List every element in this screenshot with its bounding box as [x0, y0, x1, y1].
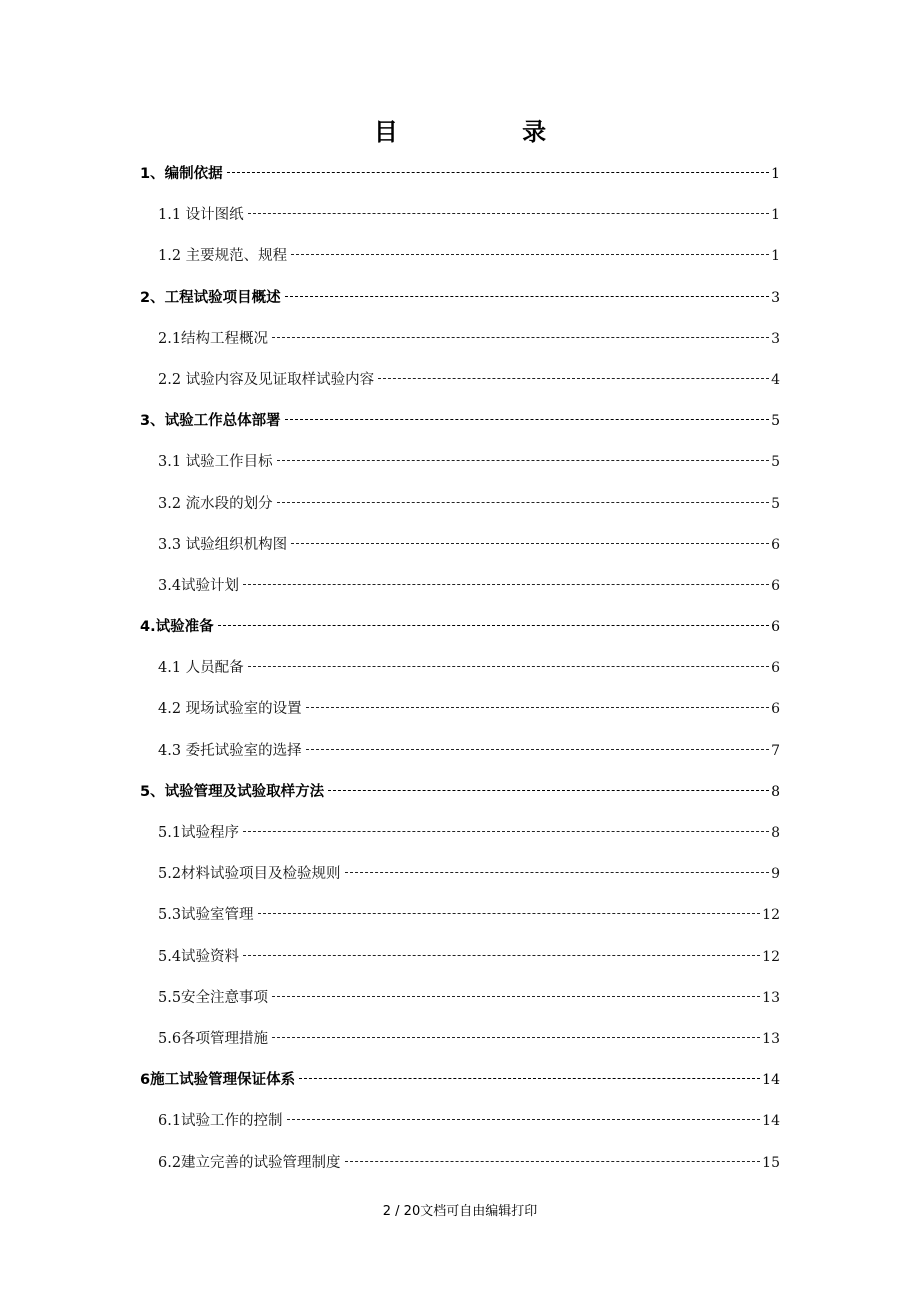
toc-entry-title: 4.试验准备 — [140, 619, 214, 636]
toc-entry-title: 6.1试验工作的控制 — [158, 1113, 283, 1130]
toc-leader-line — [243, 831, 769, 832]
toc-entry-title: 1.1 设计图纸 — [158, 207, 244, 224]
toc-leader-line — [291, 254, 769, 255]
toc-chapter-entry[interactable] — [140, 1060, 780, 1101]
toc-leader-line — [227, 172, 769, 173]
toc-page-number: 5 — [771, 413, 780, 430]
toc-leader-line — [285, 419, 769, 420]
toc-leader-line — [299, 1078, 760, 1079]
toc-page-number: 14 — [762, 1072, 780, 1089]
toc-section-entry[interactable] — [140, 1101, 780, 1142]
toc-page-number: 5 — [771, 454, 780, 471]
toc-section-entry[interactable] — [140, 689, 780, 730]
toc-page-number: 12 — [762, 907, 780, 924]
table-of-contents — [140, 154, 780, 1184]
toc-section-entry[interactable] — [140, 731, 780, 772]
toc-section-entry[interactable] — [140, 1143, 780, 1184]
toc-leader-line — [277, 460, 769, 461]
toc-page-number: 13 — [762, 989, 780, 1006]
toc-page-number: 13 — [762, 1030, 780, 1047]
toc-entry-title: 3.3 试验组织机构图 — [158, 536, 288, 553]
page-title: 目 录 — [373, 118, 605, 146]
toc-section-entry[interactable] — [140, 895, 780, 936]
toc-section-entry[interactable] — [140, 484, 780, 525]
toc-leader-line — [258, 913, 761, 914]
toc-page-number: 14 — [762, 1113, 780, 1130]
toc-section-entry[interactable] — [140, 360, 780, 401]
toc-leader-line — [218, 625, 769, 626]
toc-page-number: 7 — [771, 742, 780, 759]
toc-leader-line — [248, 666, 769, 667]
toc-page-number: 9 — [771, 866, 780, 883]
toc-entry-title: 4.2 现场试验室的设置 — [158, 701, 302, 718]
toc-section-entry[interactable] — [140, 854, 780, 895]
toc-page-number: 15 — [762, 1154, 780, 1171]
toc-entry-title: 5.2材料试验项目及检验规则 — [158, 866, 341, 883]
toc-entry-title: 1.2 主要规范、规程 — [158, 248, 288, 265]
page-footer: 2 / 20文档可自由编辑打印 — [382, 1204, 538, 1219]
toc-entry-title: 5.5安全注意事项 — [158, 989, 269, 1006]
toc-page-number: 1 — [771, 166, 780, 182]
toc-entry-title: 6.2建立完善的试验管理制度 — [158, 1154, 341, 1171]
toc-section-entry[interactable] — [140, 525, 780, 566]
toc-entry-title: 5、试验管理及试验取样方法 — [140, 783, 325, 800]
toc-leader-line — [272, 337, 769, 338]
toc-section-entry[interactable] — [140, 937, 780, 978]
toc-entry-title: 2.2 试验内容及见证取样试验内容 — [158, 371, 375, 388]
toc-section-entry[interactable] — [140, 978, 780, 1019]
toc-leader-line — [243, 584, 769, 585]
toc-leader-line — [248, 213, 769, 214]
toc-entry-title: 3.2 流水段的划分 — [158, 495, 273, 512]
toc-section-entry[interactable] — [140, 648, 780, 689]
toc-section-entry[interactable] — [140, 442, 780, 483]
toc-page-number: 12 — [762, 948, 780, 965]
toc-chapter-entry[interactable] — [140, 401, 780, 442]
toc-entry-title: 5.6各项管理措施 — [158, 1030, 269, 1047]
toc-page-number: 5 — [771, 495, 780, 512]
toc-section-entry[interactable] — [140, 319, 780, 360]
toc-leader-line — [272, 996, 760, 997]
toc-page-number: 6 — [771, 536, 780, 553]
toc-section-entry[interactable] — [140, 813, 780, 854]
toc-entry-title: 5.3试验室管理 — [158, 907, 254, 924]
toc-leader-line — [272, 1037, 760, 1038]
toc-page-number: 6 — [771, 577, 780, 594]
toc-leader-line — [345, 1161, 761, 1162]
toc-entry-title: 3、试验工作总体部署 — [140, 413, 281, 430]
toc-leader-line — [277, 502, 769, 503]
toc-chapter-entry[interactable] — [140, 607, 780, 648]
toc-section-entry[interactable] — [140, 566, 780, 607]
toc-leader-line — [306, 749, 769, 750]
toc-leader-line — [287, 1119, 761, 1120]
toc-entry-title: 5.4试验资料 — [158, 948, 240, 965]
toc-page-number: 6 — [771, 619, 780, 636]
toc-leader-line — [306, 707, 769, 708]
toc-page-number: 8 — [771, 825, 780, 841]
toc-page-number: 1 — [771, 207, 780, 224]
toc-page-number: 4 — [771, 371, 780, 388]
toc-entry-title: 3.4试验计划 — [158, 577, 240, 594]
toc-entry-title: 4.3 委托试验室的选择 — [158, 742, 302, 759]
toc-section-entry[interactable] — [140, 1019, 780, 1060]
toc-section-entry[interactable] — [140, 236, 780, 277]
toc-page-number: 8 — [771, 783, 780, 800]
toc-page-number: 3 — [771, 330, 780, 347]
toc-entry-title: 2.1结构工程概况 — [158, 330, 269, 347]
toc-entry-title: 3.1 试验工作目标 — [158, 454, 273, 471]
toc-chapter-entry[interactable] — [140, 154, 780, 195]
toc-chapter-entry[interactable] — [140, 772, 780, 813]
toc-entry-title: 2、工程试验项目概述 — [140, 289, 281, 306]
toc-entry-title: 6施工试验管理保证体系 — [140, 1072, 296, 1089]
toc-entry-title: 1、编制依据 — [140, 166, 223, 182]
toc-page-number: 6 — [771, 701, 780, 718]
toc-leader-line — [285, 296, 769, 297]
toc-leader-line — [291, 543, 769, 544]
toc-leader-line — [378, 378, 769, 379]
toc-leader-line — [328, 790, 769, 791]
toc-section-entry[interactable] — [140, 195, 780, 236]
toc-page-number: 6 — [771, 660, 780, 677]
toc-leader-line — [345, 872, 770, 873]
toc-page-number: 3 — [771, 289, 780, 306]
toc-entry-title: 5.1试验程序 — [158, 825, 240, 841]
toc-entry-title: 4.1 人员配备 — [158, 660, 244, 677]
toc-chapter-entry[interactable] — [140, 278, 780, 319]
toc-leader-line — [243, 955, 760, 956]
toc-page-number: 1 — [771, 248, 780, 265]
